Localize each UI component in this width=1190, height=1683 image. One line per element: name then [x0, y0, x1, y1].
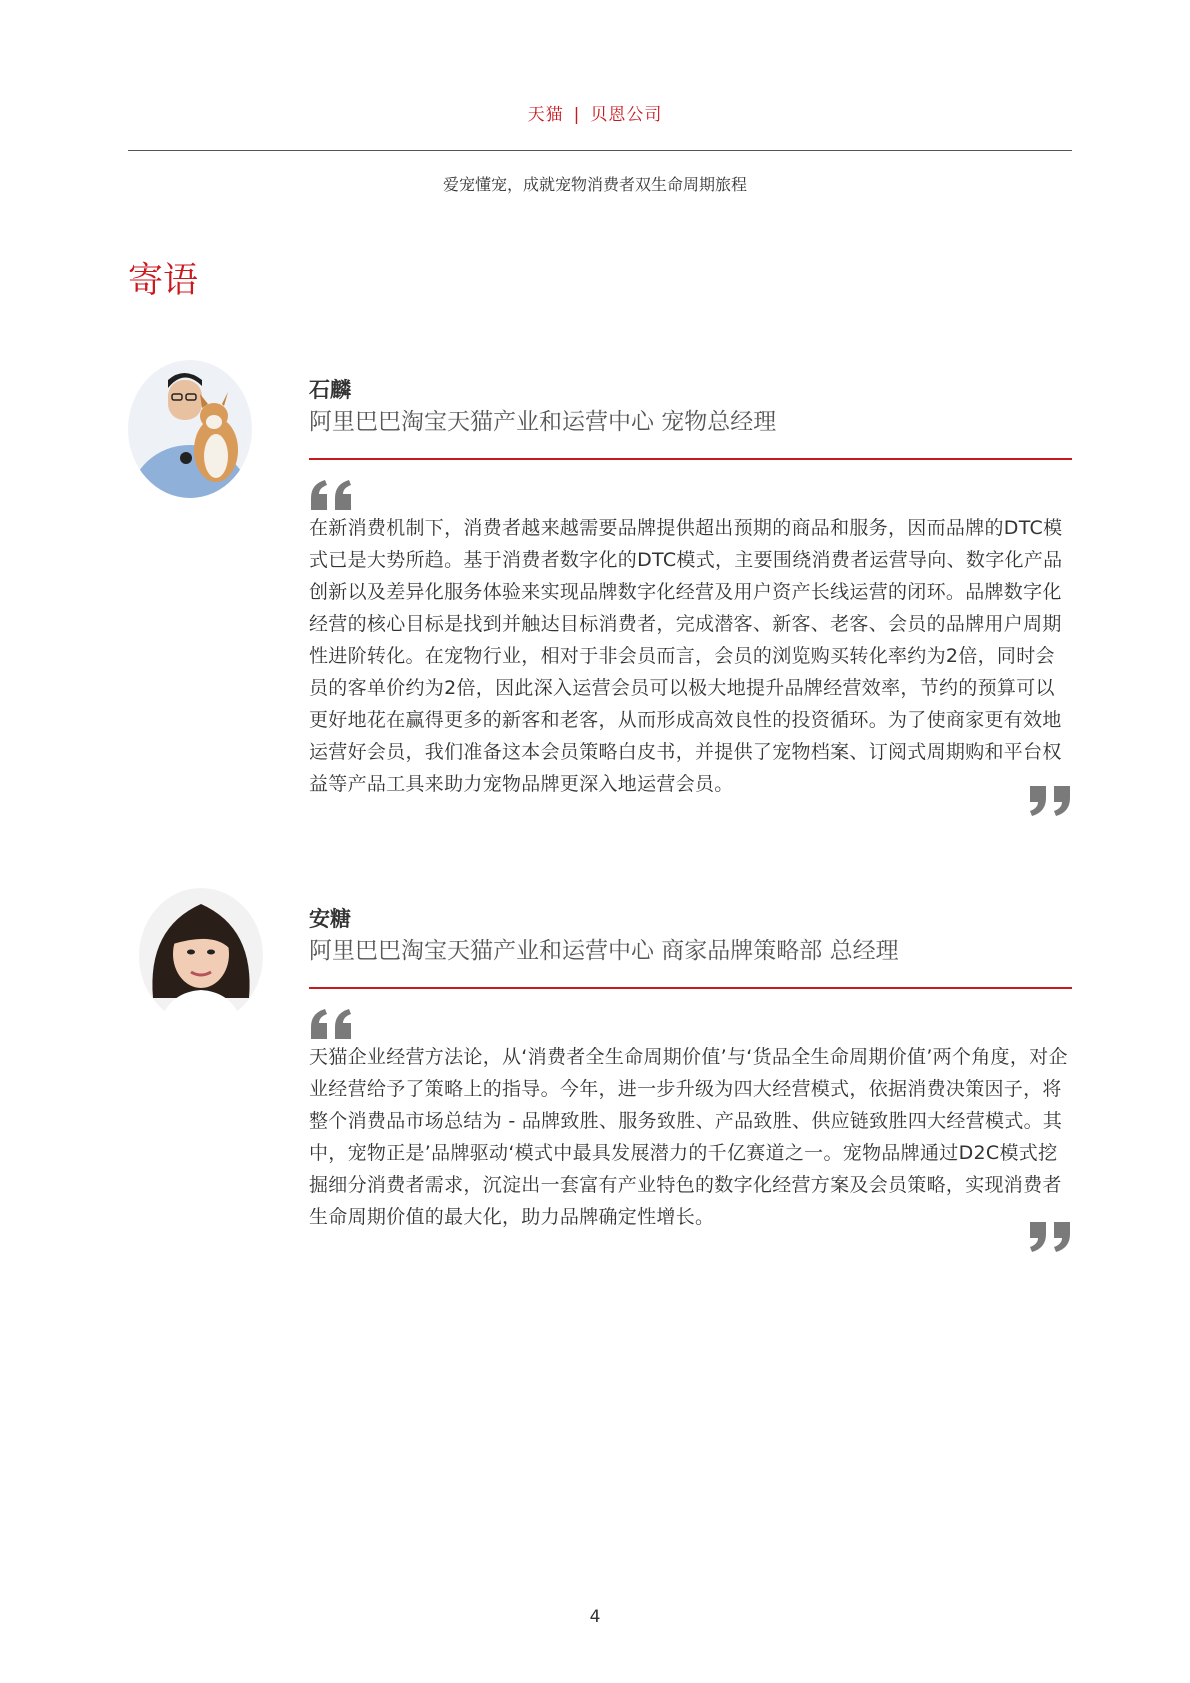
avatar-person-2: [139, 888, 263, 1024]
person-1-divider: [309, 458, 1072, 460]
person-2-header: [309, 905, 1072, 967]
person-1-name: 石麟: [309, 378, 351, 402]
open-quote-icon: [309, 480, 355, 510]
person-1-role: 阿里巴巴淘宝天猫产业和运营中心 宠物总经理: [309, 409, 777, 435]
close-quote-icon: [1026, 1222, 1072, 1252]
report-subtitle: 爱宠懂宠，成就宠物消费者双生命周期旅程: [442, 175, 747, 194]
person-2-quote: 天猫企业经营方法论，从‘消费者全生命周期价值’与‘货品全生命周期价值’两个角度，对企业经营给予了策略上的指导。今年，进一步升级为四大经营模式，依据消费决策因子，将整个消费品市场总结为 - 品牌致胜、服务致胜、产品致胜、供应链致胜四大经营模式。其中，宠物正是’品牌驱动‘模式中最具发展潜力的千亿赛道之一。宠物品牌通过D2C模式挖掘细分消费者需求，沉淀出一套富有产业特色的数字化经营方案及会员策略，实现消费者生命周期价值的最大化，助力品牌确定性增长。: [309, 1046, 1068, 1228]
person-2-divider: [309, 987, 1072, 989]
avatar-person-1: [128, 360, 252, 498]
header-brand: [0, 100, 1190, 125]
person-1-header: [309, 376, 1072, 438]
person-2-name: 安糖: [309, 907, 351, 931]
section-title: 寄语: [128, 261, 199, 301]
portrait-woman-icon: [139, 888, 263, 1024]
brand-tmall: 天猫: [527, 105, 564, 125]
portrait-man-with-dog-icon: [128, 360, 252, 498]
person-1-quote: 在新消费机制下，消费者越来越需要品牌提供超出预期的商品和服务，因而品牌的DTC模式已是大势所趋。基于消费者数字化的DTC模式，主要围绕消费者运营导向、数字化产品创新以及差异化服务体验来实现品牌数字化经营及用户资产长线运营的闭环。品牌数字化经营的核心目标是找到并触达目标消费者，完成潜客、新客、老客、会员的品牌用户周期性进阶转化。在宠物行业，相对于非会员而言，会员的浏览购买转化率约为2倍，同时会员的客单价约为2倍，因此深入运营会员可以极大地提升品牌经营效率，节约的预算可以更好地花在赢得更多的新客和老客，从而形成高效良性的投资循环。为了使商家更有效地运营好会员，我们准备这本会员策略白皮书，并提供了宠物档案、订阅式周期购和平台权益等产品工具来助力宠物品牌更深入地运营会员。: [309, 517, 1063, 795]
person-2-role: 阿里巴巴淘宝天猫产业和运营中心 商家品牌策略部 总经理: [309, 938, 899, 964]
brand-separator: |: [573, 105, 581, 125]
header-divider: [128, 150, 1072, 151]
brand-bain: 贝恩公司: [590, 105, 663, 125]
close-quote-icon: [1026, 786, 1072, 816]
page-number: 4: [589, 1607, 601, 1627]
open-quote-icon: [309, 1009, 355, 1039]
